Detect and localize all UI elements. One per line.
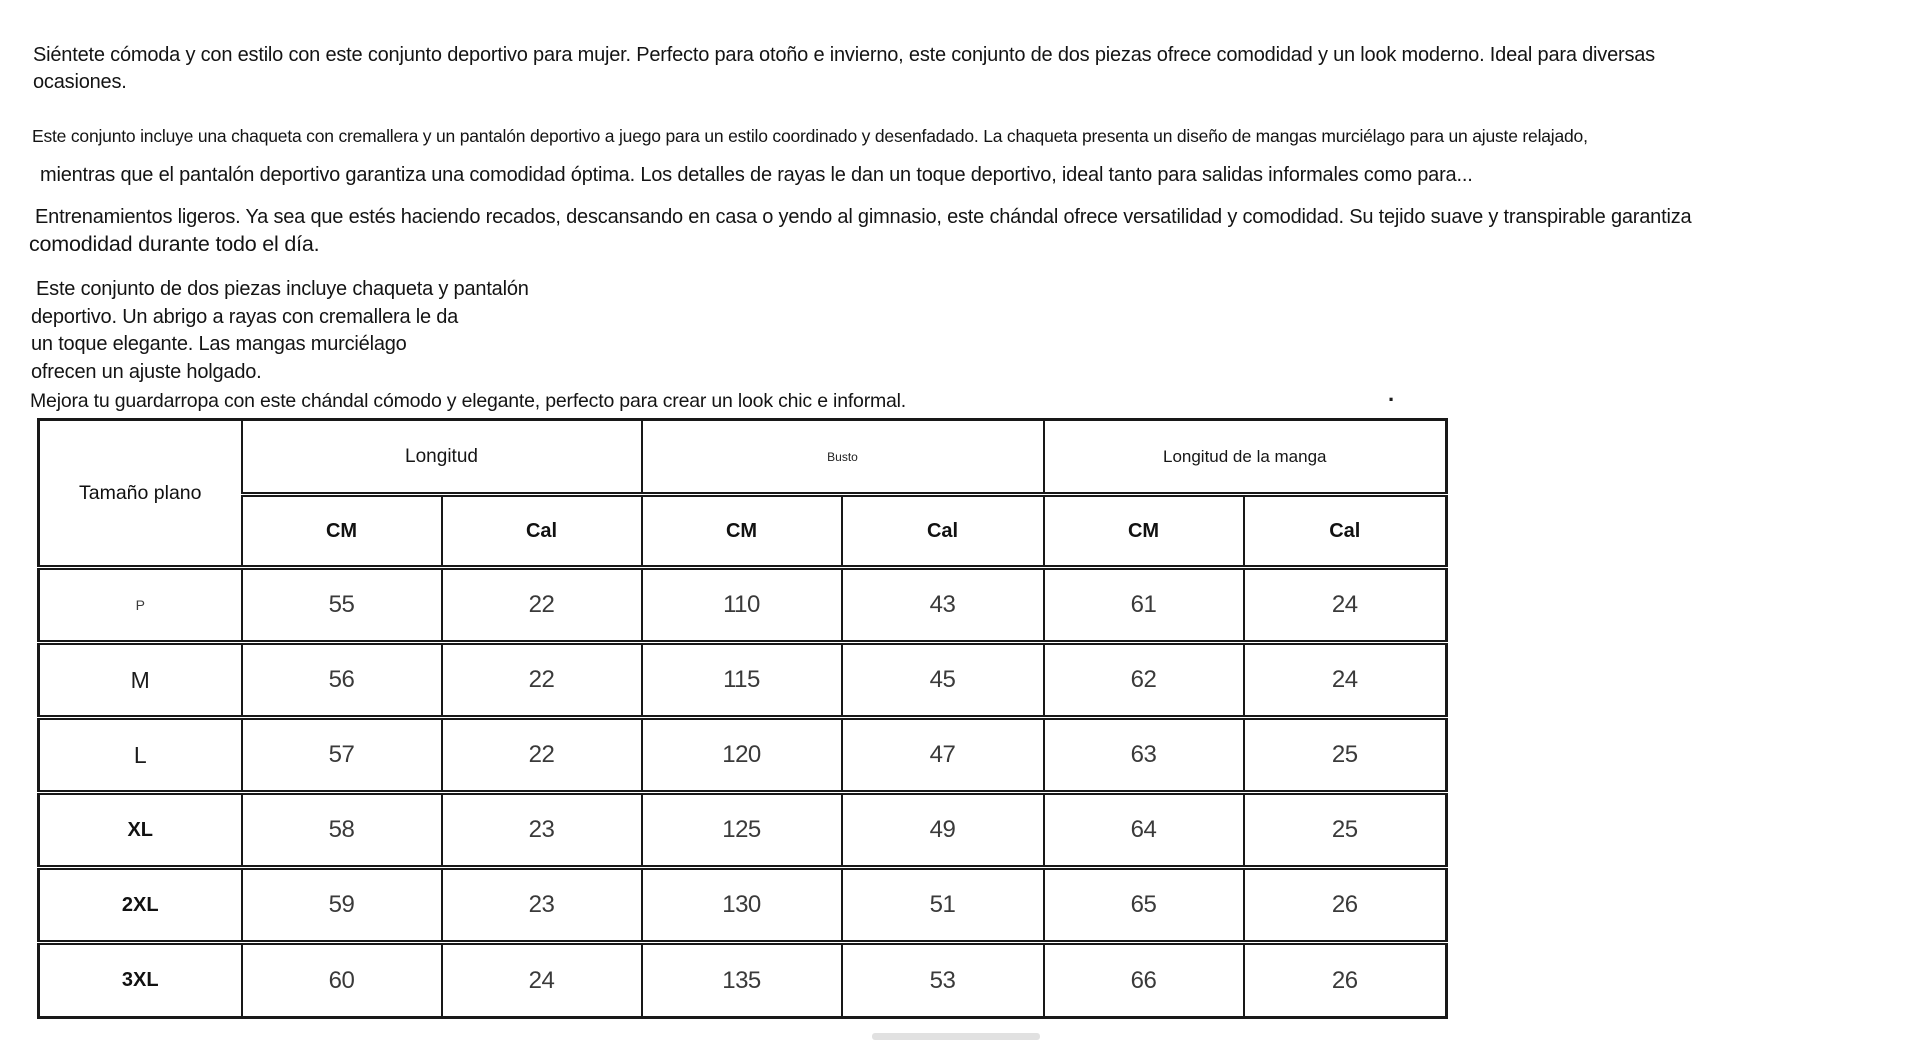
unit-header-cell: Cal [1244, 495, 1447, 568]
value-cell: 55 [242, 568, 442, 643]
table-row-size-m [39, 643, 1447, 718]
value-cell: 43 [842, 568, 1044, 643]
value-cell: 63 [1044, 718, 1244, 793]
value-cell: 115 [642, 643, 842, 718]
value-cell: 45 [842, 643, 1044, 718]
value-cell: 24 [442, 943, 642, 1018]
value-cell: 64 [1044, 793, 1244, 868]
text-line: ocasiones. [33, 71, 127, 93]
value-cell: 130 [642, 868, 842, 943]
table-row-size-xl [39, 793, 1447, 868]
size-chart-table [37, 418, 1448, 1019]
table-row-size-p [39, 568, 1447, 643]
table-header-group-row [39, 420, 1447, 495]
value-cell: 24 [1244, 643, 1447, 718]
value-cell: 135 [642, 943, 842, 1018]
corner-header-cell: Tamaño plano [39, 420, 242, 568]
value-cell: 22 [442, 643, 642, 718]
value-cell: 51 [842, 868, 1044, 943]
value-cell: 22 [442, 718, 642, 793]
size-label-cell: L [39, 718, 242, 793]
value-cell: 23 [442, 868, 642, 943]
value-cell: 58 [242, 793, 442, 868]
table-row-size-l [39, 718, 1447, 793]
size-label-cell: 2XL [39, 868, 242, 943]
group-header-longitud: Longitud [242, 420, 642, 495]
value-cell: 60 [242, 943, 442, 1018]
details-paragraph [32, 124, 1588, 148]
value-cell: 25 [1244, 793, 1447, 868]
value-cell: 57 [242, 718, 442, 793]
unit-header-cell: CM [242, 495, 442, 568]
text-line: Este conjunto de dos piezas incluye chaqueta y pantalón [36, 278, 529, 300]
group-header-manga: Longitud de la manga [1044, 420, 1447, 495]
unit-header-cell: CM [642, 495, 842, 568]
closing-paragraph [30, 389, 906, 414]
size-label-cell: P [39, 568, 242, 643]
size-label-cell: M [39, 643, 242, 718]
value-cell: 61 [1044, 568, 1244, 643]
table-row-size-2xl [39, 868, 1447, 943]
text-line: Siéntete cómoda y con estilo con este conjunto deportivo para mujer. Perfecto para otoño e invierno, este conjunto de dos piezas ofrece comodidad y un look moderno. Ideal para diversas [33, 44, 1655, 66]
text-line: Entrenamientos ligeros. Ya sea que estés haciendo recados, descansando en casa o yendo al gimnasio, este chándal ofrece versatilidad y comodidad. Su tejido suave y transpirable garantiza [35, 206, 1692, 228]
unit-header-cell: Cal [842, 495, 1044, 568]
text-line: Mejora tu guardarropa con este chándal cómodo y elegante, perfecto para crear un look chic e informal. [30, 390, 907, 412]
table-row-size-3xl [39, 943, 1447, 1018]
value-cell: 120 [642, 718, 842, 793]
value-cell: 26 [1244, 868, 1447, 943]
text-line: Este conjunto incluye una chaqueta con cremallera y un pantalón deportivo a juego para un estilo coordinado y desenfadado. La chaqueta presenta un diseño de mangas murciélago para un ajuste relajado, [32, 126, 1588, 146]
intro-paragraph [33, 42, 1655, 96]
two-piece-paragraph [31, 276, 529, 386]
value-cell: 65 [1044, 868, 1244, 943]
value-cell: 25 [1244, 718, 1447, 793]
text-line: deportivo. Un abrigo a rayas con cremallera le da [31, 305, 459, 328]
value-cell: 59 [242, 868, 442, 943]
value-cell: 62 [1044, 643, 1244, 718]
text-line: comodidad durante todo el día. [29, 232, 320, 256]
value-cell: 47 [842, 718, 1044, 793]
comfort-paragraph [29, 204, 1692, 258]
value-cell: 56 [242, 643, 442, 718]
value-cell: 125 [642, 793, 842, 868]
unit-header-cell: CM [1044, 495, 1244, 568]
group-header-busto: Busto [642, 420, 1044, 495]
value-cell: 22 [442, 568, 642, 643]
table-unit-header-row [39, 495, 1447, 568]
value-cell: 24 [1244, 568, 1447, 643]
text-line: ofrecen un ajuste holgado. [31, 360, 262, 383]
value-cell: 66 [1044, 943, 1244, 1018]
stray-dot-artifact: . [1388, 381, 1395, 406]
value-cell: 26 [1244, 943, 1447, 1018]
text-line: un toque elegante. Las mangas murciélago [31, 333, 407, 355]
value-cell: 53 [842, 943, 1044, 1018]
details-paragraph-continued [40, 162, 1473, 189]
render-artifact-smudge [872, 1033, 1040, 1040]
size-label-cell: 3XL [39, 943, 242, 1018]
value-cell: 49 [842, 793, 1044, 868]
value-cell: 23 [442, 793, 642, 868]
unit-header-cell: Cal [442, 495, 642, 568]
text-line: mientras que el pantalón deportivo garantiza una comodidad óptima. Los detalles de rayas le dan un toque deportivo, ideal tanto para salidas informales como para... [40, 164, 1473, 186]
value-cell: 110 [642, 568, 842, 643]
size-label-cell: XL [39, 793, 242, 868]
